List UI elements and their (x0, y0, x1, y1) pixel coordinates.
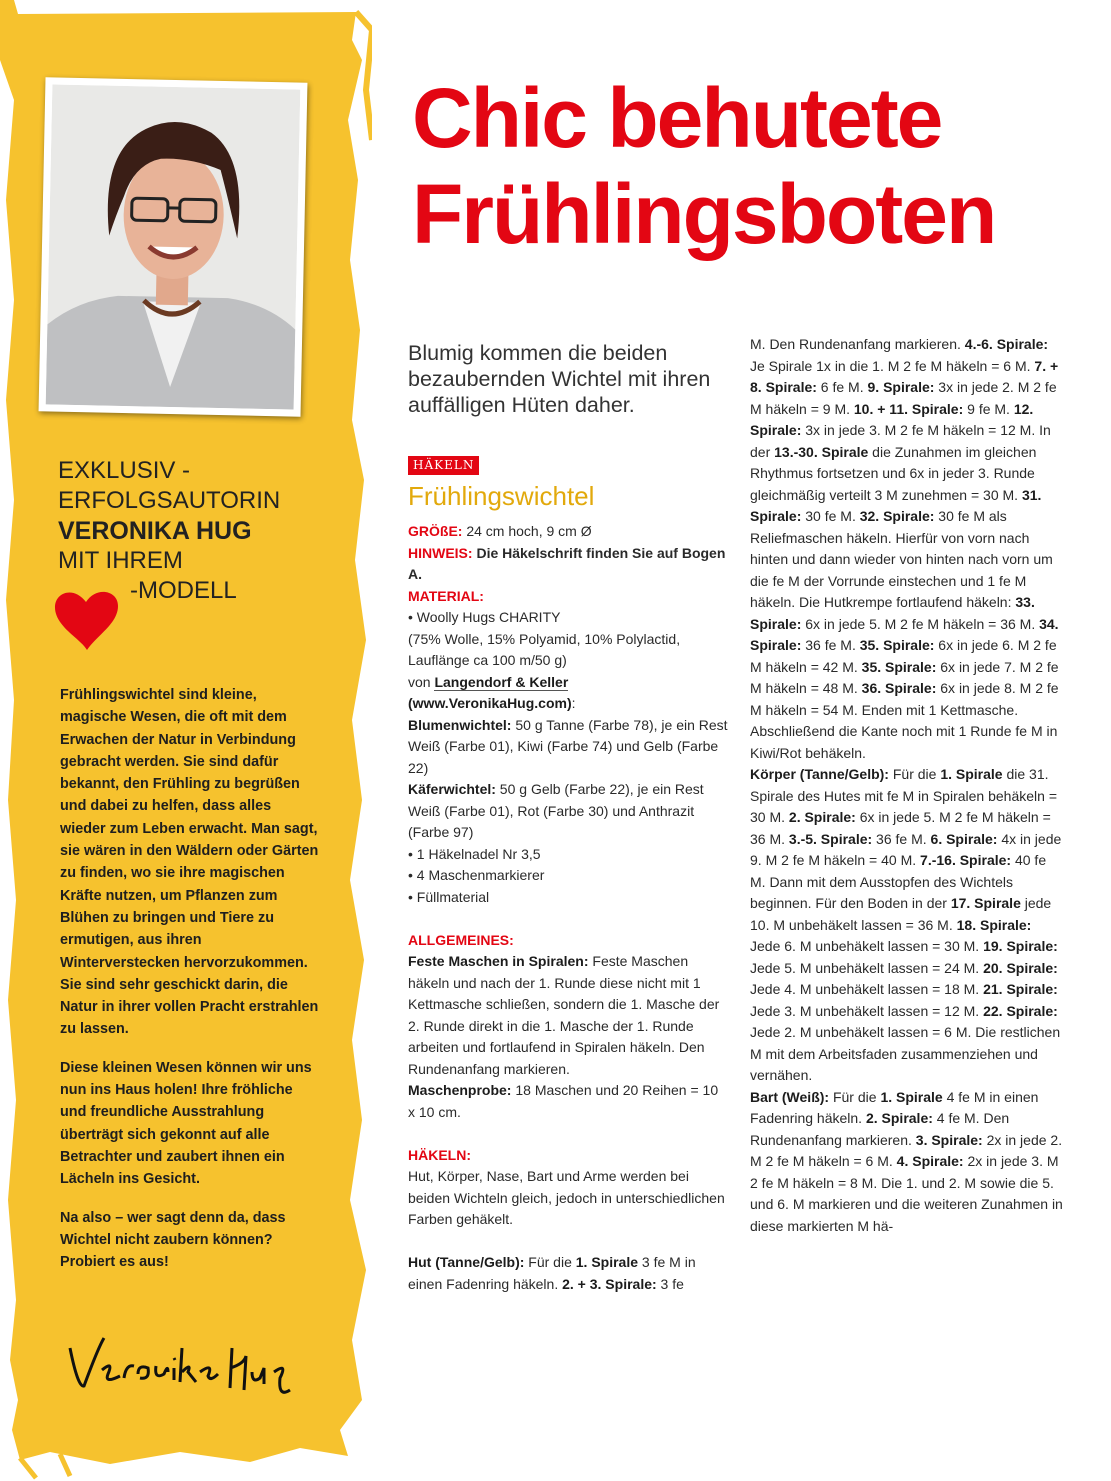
sidebar-paragraph: Na also – wer sagt denn da, dass Wichtel nicht zaubern können? Probiert es aus! (60, 1209, 286, 1271)
category-tag: HÄKELN (408, 456, 479, 475)
crochet-label: HÄKELN: (408, 1146, 471, 1163)
material-yarn: • Woolly Hugs CHARITY (408, 609, 561, 625)
page-title (412, 70, 1102, 262)
hint-line: HINWEIS: Die Häkelschrift finden Sie auf Bogen A. (408, 544, 726, 582)
heading-modell: -MODELL (130, 577, 237, 604)
pattern-subtitle: Frühlingswichtel (408, 481, 595, 511)
tool-item: • 4 Maschenmarkierer (408, 867, 545, 883)
tool-item: • 1 Häkelnadel Nr 3,5 (408, 845, 541, 862)
material-section (408, 586, 728, 909)
title-line-2: Frühlingsboten (412, 167, 996, 261)
author-portrait-image (46, 84, 301, 409)
material-label: MATERIAL: (408, 587, 484, 604)
instructions-column-1 (408, 454, 728, 1295)
size-line: GRÖßE: 24 cm hoch, 9 cm Ø (408, 523, 592, 539)
hat-instructions: Hut (Tanne/Gelb): Für die 1. Spirale 3 fe M in einen Fadenring häkeln. 2. + 3. Spirale: 3 fe (408, 1254, 696, 1292)
heading-line-2: ERFOLGSAUTORIN (58, 487, 281, 514)
crochet-intro: Hut, Körper, Nase, Bart und Arme werden bei beiden Wichteln gleich, jedoch in unterschiedlichen Farben gehäkelt. (408, 1168, 725, 1227)
general-spirals: Feste Maschen in Spiralen: Feste Maschen häkeln und nach der 1. Runde diese nicht mit 1 Kettmasche schließen, sondern die 1. Masche der 2. Runde direkt in die 1. Masche der 1. Runde arbeiten und fortlaufend in Spiralen häkeln. Den Rundenanfang markieren. (408, 953, 720, 1077)
heading-line-4: MIT IHREM (58, 547, 183, 574)
instructions-column-2 (750, 334, 1064, 1237)
sidebar-paragraph: Frühlingswichtel sind kleine, magische Wesen, die oft mit dem Erwachen der Natur in Verbindung gebracht werden. Sie sind dafür bekannt, den Frühling zu begrüßen und dabei zu helfen, dass alles wieder zum Leben erwacht. Man sagt, sie wären in den Wäldern oder Gärten zu finden, wo sie ihre magischen Kräfte nutzen, um Pflanzen zum Blühen zu bringen und Tiere zu ermutigen, aus ihren Winterverstecken hervorzukommen. Sie sind sehr geschickt darin, die Natur in ihrer vollen Pracht erstrahlen zu lassen. (60, 687, 319, 1038)
author-sidebar (0, 0, 372, 1481)
material-kaeferwichtel: Käferwichtel: 50 g Gelb (Farbe 22), je ein Rest Weiß (Farbe 01), Rot (Farbe 30) und Anthrazit (Farbe 97) (408, 781, 704, 840)
heart-icon (52, 588, 122, 652)
material-blumenwichtel: Blumenwichtel: 50 g Tanne (Farbe 78), je ein Rest Weiß (Farbe 01), Kiwi (Farbe 74) und Gelb (Farbe 22) (408, 716, 728, 776)
author-photo (39, 77, 308, 416)
material-composition: (75% Wolle, 15% Polyamid, 10% Polylactid, Lauflänge ca 100 m/50 g) (408, 630, 681, 668)
material-url: (www.VeronikaHug.com): (408, 695, 576, 711)
sidebar-text (60, 684, 320, 1289)
beard-instructions: Bart (Weiß): Für die 1. Spirale 4 fe M in einen Fadenring häkeln. 2. Spirale: 4 fe M. Den Rundenanfang markieren. 3. Spirale: 2x in jede 2. M 2 fe M häkeln = 6 M. 4. Spirale: 2x in jede 3. M 2 fe M häkeln = 8 M. Die 1. und 2. M sowie die 5. und 6. M markieren und die weiteren Zunahmen in diese markierten M hä- (750, 1088, 1063, 1234)
author-name: VERONIKA HUG (58, 517, 252, 545)
sidebar-heading (58, 456, 358, 606)
crochet-section (408, 1145, 728, 1231)
tool-item: • Füllmaterial (408, 888, 490, 905)
gauge: Maschenprobe: 18 Maschen und 20 Reihen = 10 x 10 cm. (408, 1082, 719, 1120)
heading-line-1: EXKLUSIV - (58, 457, 191, 484)
sidebar-paragraph: Diese kleinen Wesen können wir uns nun ins Haus holen! Ihre fröhliche und freundliche Ausstrahlung überträgt sich gekonnt auf alle Betrachter und zaubert ihnen ein Lächeln ins Gesicht. (60, 1059, 312, 1188)
hat-instructions-cont: M. Den Rundenanfang markieren. 4.-6. Spirale: Je Spirale 1x in die 1. M 2 fe M häkeln = 6 M. 7. + 8. Spirale: 6 fe M. 9. Spirale: 3x in jede 2. M 2 fe M häkeln = 9 M. 10. + 11. Spirale: 9 fe M. 12. Spirale: 3x in jede 3. M 2 fe M häkeln = 12 M. In der 13.-30. Spirale die Zunahmen im gleichen Rhythmus fortsetzen und 6x in jeder 3. Runde gleichmäßig verteilt 3 M zunehmen = 30 M. 31. Spirale: 30 fe M. 32. Spirale: 30 fe M als Reliefmaschen häkeln. Hierfür von vorn nach hinten und dann wieder von hinten nach vorn um die fe M der Vorrunde einstechen und 1 fe M häkeln. Die Hutkrempe fortlaufend häkeln: 33. Spirale: 6x in jede 5. M 2 fe M häkeln = 36 M. 34. Spirale: 36 fe M. 35. Spirale: 6x in jede 6. M 2 fe M häkeln = 42 M. 35. Spirale: 6x in jede 7. M 2 fe M häkeln = 48 M. 36. Spirale: 6x in jede 8. M 2 fe M häkeln = 54 M. Enden mit 1 Kettmasche. Abschließend die Kante noch mit 1 Runde fe M in Kiwi/Rot behäkeln. (750, 336, 1059, 761)
intro-text: Blumig kommen die beiden bezaubernden Wichtel mit ihren auffälligen Hüten daher. (408, 341, 711, 417)
general-section (408, 930, 728, 1124)
author-signature (64, 1328, 304, 1398)
title-line-1: Chic behutete (412, 71, 942, 165)
body-instructions: Körper (Tanne/Gelb): Für die 1. Spirale die 31. Spirale des Hutes mit fe M in Spiralen behäkeln = 30 M. 2. Spirale: 6x in jede 5. M 2 fe M häkeln = 36 M. 3.-5. Spirale: 36 fe M. 6. Spirale: 4x in jede 9. M 2 fe M häkeln = 40 M. 7.-16. Spirale: 40 fe M. Dann mit dem Ausstopfen des Wichtels beginnen. Für den Boden in der 17. Spirale jede 10. M unbehäkelt lassen = 36 M. 18. Spirale: Jede 6. M unbehäkelt lassen = 30 M. 19. Spirale: Jede 5. M unbehäkelt lassen = 24 M. 20. Spirale: Jede 4. M unbehäkelt lassen = 18 M. 21. Spirale: Jede 3. M unbehäkelt lassen = 12 M. 22. Spirale: Jede 2. M unbehäkelt lassen = 6 M. Die restlichen M mit dem Arbeitsfaden zusammenziehen und vernähen. (750, 766, 1062, 1083)
general-label: ALLGEMEINES: (408, 931, 514, 948)
material-supplier: von Langendorf & Keller (408, 673, 569, 690)
